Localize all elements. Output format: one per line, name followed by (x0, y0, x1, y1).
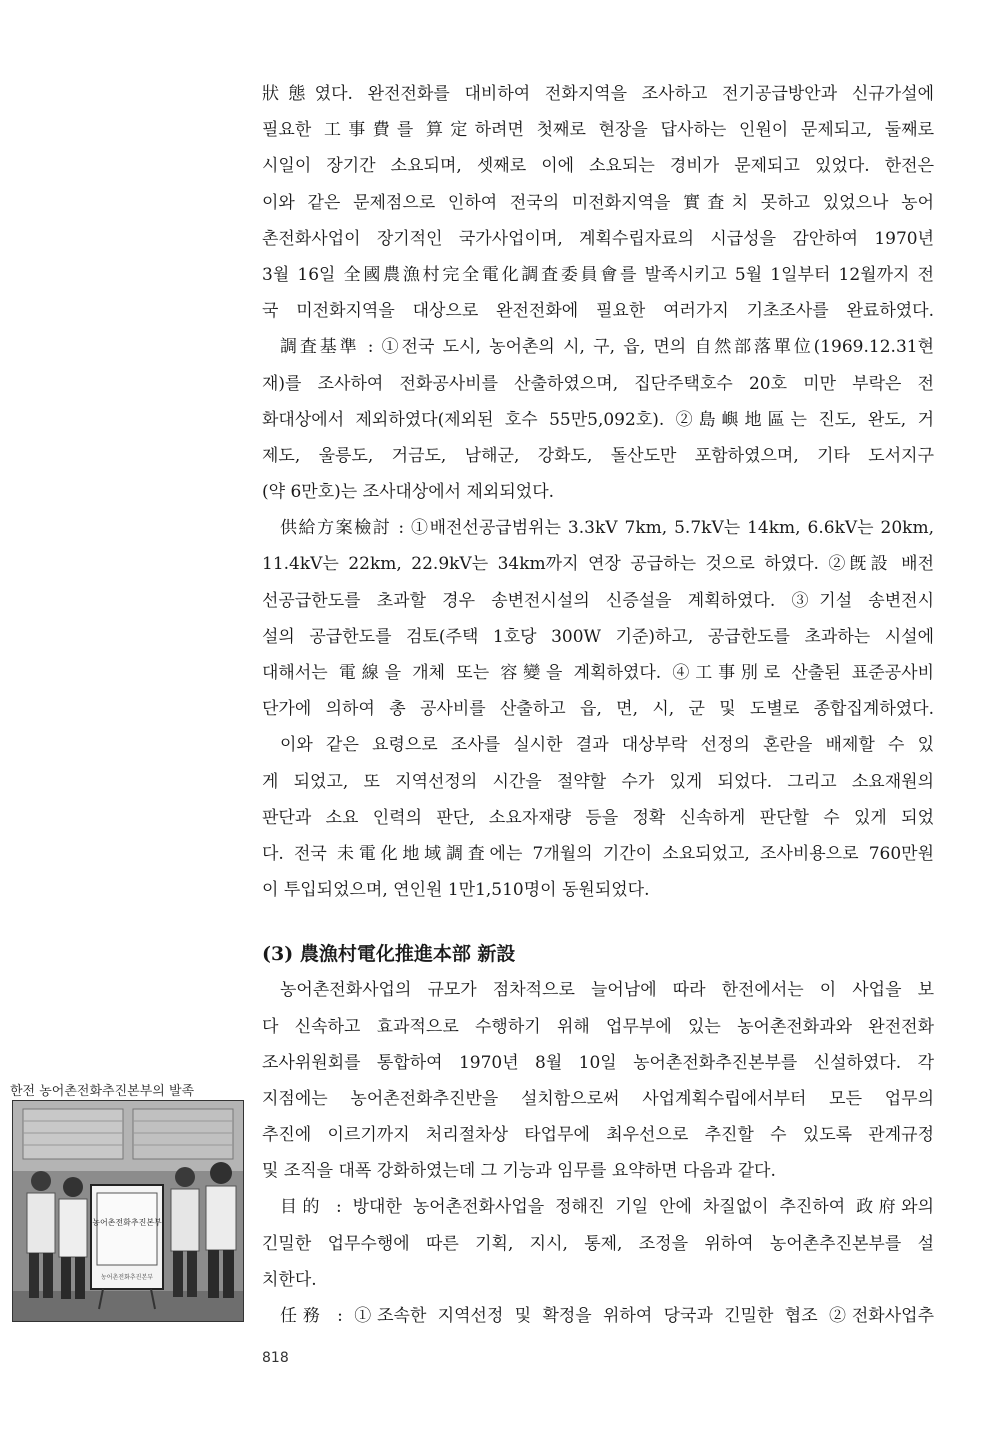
text-line: 시일이 장기간 소요되며, 셋째로 이에 소요되는 경비가 문제되고 있었다. 한전은 (262, 156, 934, 177)
text-line: 게 되었고, 또 지역선정의 시간을 절약할 수가 있게 되었다. 그리고 소요재원의 (262, 771, 934, 792)
text-line: 추진에 이르기까지 처리절차상 타업무에 최우선으로 추진할 수 있도록 관계규정 (262, 1125, 934, 1146)
page-number: 818 (262, 1350, 289, 1366)
text-line: 단가에 의하여 총 공사비를 산출하고 읍, 면, 시, 군 및 도별로 종합집계하였다. (262, 699, 934, 720)
text-line: 선공급한도를 초과할 경우 송변전시설의 신증설을 계획하였다. ③기설 송변전시 (262, 590, 934, 611)
text-line: 농어촌전화사업의 규모가 점차적으로 늘어남에 따라 한전에서는 이 사업을 보 (280, 980, 934, 1001)
text-line: 任務 : ①조속한 지역선정 및 확정을 위하여 당국과 긴밀한 협조 ②전화사업추 (280, 1306, 934, 1326)
text-line: 설의 공급한도를 검토(주택 1호당 300W 기준)하고, 공급한도를 초과하는 시설에 (262, 626, 934, 647)
text-line: 調査基準 : ①전국 도시, 농어촌의 시, 구, 읍, 면의 自然部落單位(1969.12.31현 (280, 337, 934, 358)
supply-plan-paragraph (262, 510, 934, 727)
ceremony-photo (12, 1100, 244, 1322)
text-line: 지점에는 농어촌전화추진반을 설치함으로써 사업계획수립에서부터 모든 업무의 (262, 1088, 934, 1109)
survey-criteria-paragraph (262, 329, 934, 510)
text-line: 국 미전화지역을 대상으로 완전전화에 필요한 여러가지 기초조사를 완료하였다. (262, 301, 934, 322)
text-line: 필요한 工事費를 算定하려면 첫째로 현장을 답사하는 인원이 문제되고, 둘째로 (262, 120, 934, 141)
text-line: 이와 같은 문제점으로 인하여 전국의 미전화지역을 實査치 못하고 있었으나 농어 (262, 192, 934, 213)
section-paragraph (262, 972, 934, 1189)
sign-text: 농어촌전화추진본부 (92, 1218, 162, 1227)
text-line: 11.4kV는 22km, 22.9kV는 34km까지 연장 공급하는 것으로 하였다. ②旣設 배전 (262, 554, 934, 575)
text-line: 긴밀한 업무수행에 따른 기획, 지시, 통제, 조정을 위하여 농어촌추진본부를 설 (262, 1233, 934, 1254)
text-line: (약 6만호)는 조사대상에서 제외되었다. (262, 482, 555, 503)
photo-caption: 한전 농어촌전화추진본부의 발족 (10, 1084, 195, 1099)
text-line: 다 신속하고 효과적으로 수행하기 위해 업무부에 있는 농어촌전화과와 완전전화 (262, 1016, 934, 1037)
text-line: 3월 16일 全國農漁村完全電化調査委員會를 발족시키고 5월 1일부터 12월까지 전 (262, 264, 934, 285)
text-line: 치한다. (262, 1269, 317, 1290)
text-line: 이 투입되었으며, 연인원 1만1,510명이 동원되었다. (262, 880, 650, 901)
text-line: 제도, 울릉도, 거금도, 남해군, 강화도, 돌산도만 포함하였으며, 기타 도서지구 (262, 445, 934, 466)
text-line: 조사위원회를 통합하여 1970년 8월 10일 농어촌전화추진본부를 신설하였다. 각 (262, 1052, 934, 1073)
text-line: 및 조직을 대폭 강화하였는데 그 기능과 임무를 요약하면 다음과 같다. (262, 1161, 776, 1182)
text-line: 供給方案檢討 : ①배전선공급범위는 3.3kV 7km, 5.7kV는 14km, 6.6kV는 20km, (280, 518, 934, 539)
survey-result-paragraph (262, 727, 934, 908)
text-line: 화대상에서 제외하였다(제외된 호수 55만5,092호). ②島嶼地區는 진도, 완도, 거 (262, 409, 934, 430)
intro-paragraph (262, 76, 934, 329)
text-line: 이와 같은 요령으로 조사를 실시한 결과 대상부락 선정의 혼란을 배제할 수 있 (280, 735, 934, 756)
text-line: 狀態였다. 완전전화를 대비하여 전화지역을 조사하고 전기공급방안과 신규가설에 (262, 84, 934, 104)
purpose-paragraph (262, 1189, 934, 1298)
text-line: 촌전화사업이 장기적인 국가사업이며, 계획수립자료의 시급성을 감안하여 1970년 (262, 228, 934, 249)
sign-subtext: 농어촌전화추진본부 (100, 1274, 154, 1281)
text-line: 대해서는 電線을 개체 또는 容變을 계획하였다. ④工事別로 산출된 표준공사비 (262, 663, 934, 683)
body-text (262, 76, 934, 1334)
text-line: 재)를 조사하여 전화공사비를 산출하였으며, 집단주택호수 20호 미만 부락은 전 (262, 373, 934, 394)
text-line: 판단과 소요 인력의 판단, 소요자재량 등을 정확 신속하게 판단할 수 있게 되었 (262, 807, 934, 828)
section-heading: (3) 農漁村電化推進本部 新設 (262, 943, 516, 966)
duty-paragraph (262, 1298, 934, 1334)
text-line: 다. 전국 未電化地域調査에는 7개월의 기간이 소요되었고, 조사비용으로 760만원 (262, 843, 934, 864)
text-line: 目的 : 방대한 농어촌전화사업을 정해진 기일 안에 차질없이 추진하여 政府와의 (280, 1197, 934, 1218)
